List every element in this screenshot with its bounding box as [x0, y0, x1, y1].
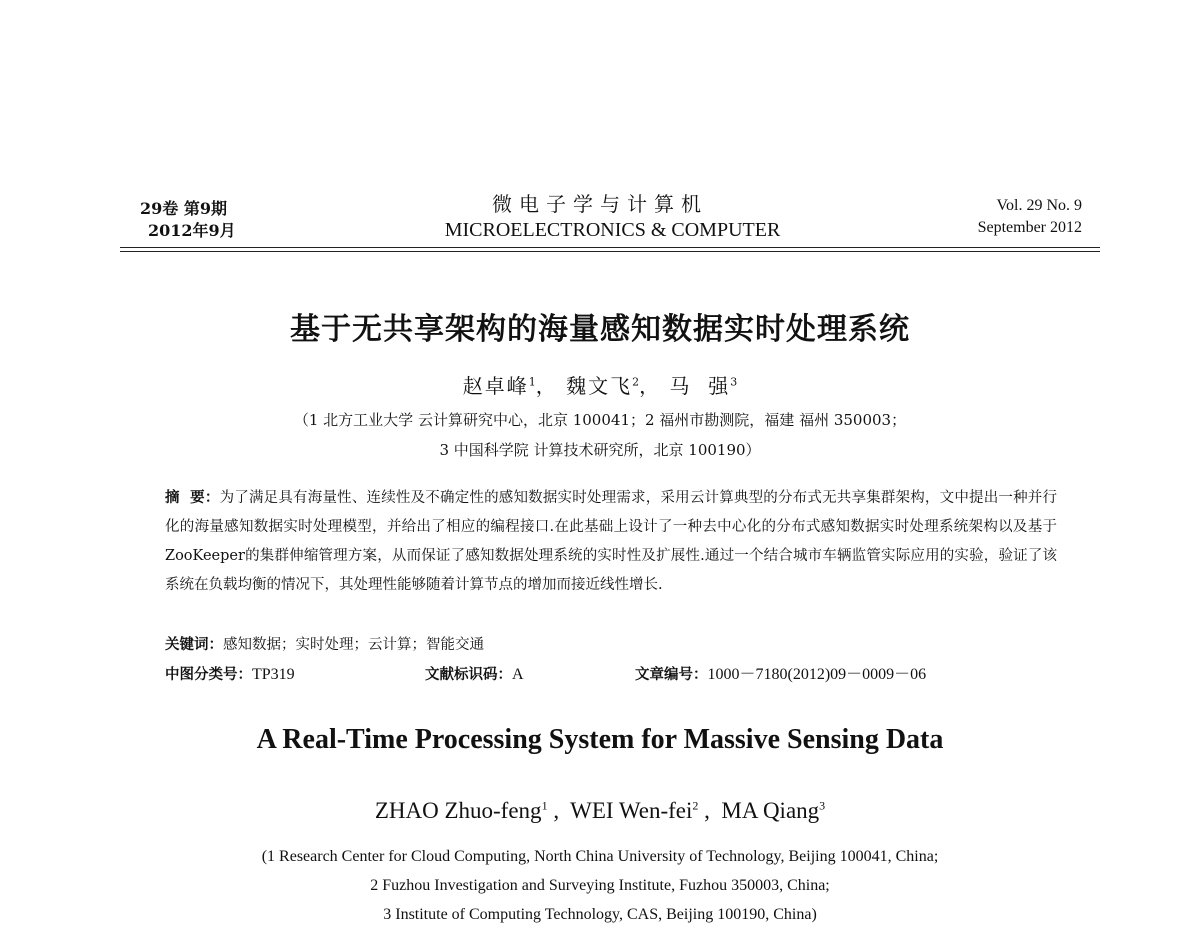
clc-value: TP319: [252, 666, 295, 683]
author-en-name: ZHAO Zhuo-feng: [374, 798, 542, 823]
keywords-label: 关键词：: [165, 637, 223, 653]
document-code-value: A: [512, 666, 524, 683]
header-date-cn: 2012年9月: [148, 221, 236, 240]
author-en-affil-mark: 3: [819, 798, 826, 813]
author-en-affil-mark: 2: [692, 798, 699, 813]
article-number-value: 1000－7180(2012)09－0009－06: [707, 666, 927, 683]
journal-name-en: MICROELECTRONICS & COMPUTER: [444, 219, 781, 241]
author-en-name: MA Qiang: [721, 798, 820, 823]
author-cn-name: 马 强: [669, 374, 731, 398]
author-en-name: WEI Wen-fei: [570, 798, 693, 823]
header-rule-thick: [120, 247, 1100, 248]
document-code: [425, 663, 524, 687]
affiliation-en-line-3: 3 Institute of Computing Technology, CAS, Beijing 100190, China): [383, 906, 817, 923]
keywords-text: 感知数据；实时处理；云计算；智能交通: [223, 637, 484, 653]
author-cn-name: 魏文飞: [566, 374, 633, 398]
article-number-label: 文章编号：: [635, 667, 708, 683]
header-vol-info-en: [978, 195, 1082, 239]
journal-name-cn: 微电子学与计算机: [492, 192, 708, 216]
author-cn-affil-mark: 3: [730, 375, 738, 389]
author-cn-separator: ，: [639, 374, 662, 398]
keywords-cn: [165, 633, 484, 657]
paper-title-en: A Real-Time Processing System for Massive Sensing Data: [256, 724, 944, 755]
clc-label: 中图分类号：: [165, 667, 252, 683]
author-cn-affil-mark: 1: [528, 375, 536, 389]
affiliation-cn-line-1: （1 北方工业大学 云计算研究中心，北京 100041；2 福州市勘测院，福建 福州 350003；: [293, 411, 907, 429]
document-code-label: 文献标识码：: [425, 667, 512, 683]
affiliation-en-line-2: 2 Fuzhou Investigation and Surveying Institute, Fuzhou 350003, China;: [370, 877, 830, 894]
header-rule-thin: [120, 251, 1100, 252]
author-cn-name: 赵卓峰: [462, 374, 529, 398]
authors-cn: [0, 370, 1200, 399]
article-number: [635, 663, 926, 687]
header-date-en: September 2012: [977, 219, 1082, 236]
author-en-affil-mark: 1: [541, 798, 548, 813]
author-en-separator: ,: [698, 798, 722, 823]
paper-title-cn: 基于无共享架构的海量感知数据实时处理系统: [290, 312, 910, 347]
affiliation-cn-line-2: 3 中国科学院 计算技术研究所，北京 100190）: [439, 441, 761, 459]
author-cn-separator: ，: [535, 374, 558, 398]
clc-number: [165, 663, 295, 687]
header-volume-issue: 29卷 第9期: [140, 199, 227, 218]
abstract-text: 为了满足具有海量性、连续性及不确定性的感知数据实时处理需求，采用云计算典型的分布式无共享集群架构，文中提出一种并行化的海量感知数据实时处理模型，并给出了相应的编程接口.在此基础上设计了一种去中心化的分布式感知数据实时处理系统架构以及基于ZooKeeper的集群伸缩管理方案，从而保证了感知数据处理系统的实时性及扩展性.通过一个结合城市车辆监管实际应用的实验，验证了该系统在负载均衡的情况下，其处理性能够随着计算节点的增加而接近线性增长.: [165, 490, 1057, 593]
abstract-label: 摘 要：: [165, 490, 220, 506]
affiliation-en-line-1: (1 Research Center for Cloud Computing, North China University of Technology, Beijing 100041, China;: [261, 848, 939, 865]
author-cn-affil-mark: 2: [632, 375, 640, 389]
authors-en: [0, 798, 1200, 824]
header-vol-no: Vol. 29 No. 9: [996, 197, 1082, 214]
abstract-cn: [165, 484, 1057, 600]
author-en-separator: ,: [547, 798, 571, 823]
